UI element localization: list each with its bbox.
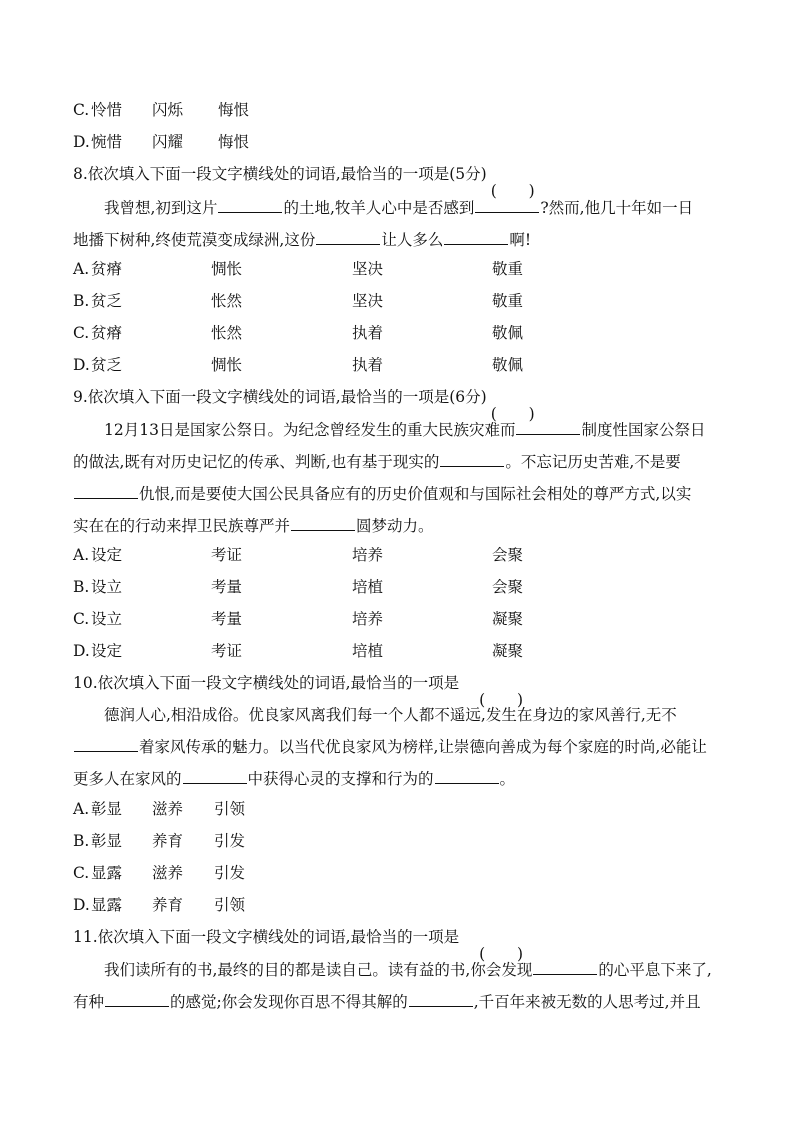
q9-option-b — [0, 575, 794, 599]
fill-blank[interactable] — [475, 197, 539, 213]
q8-option-c — [0, 321, 794, 345]
option-letter: D. — [73, 896, 90, 914]
q8-stem: 8.依次填入下面一段文字横线处的词语,最恰当的一项是(5分) — [73, 165, 487, 183]
option-letter: A. — [73, 800, 90, 818]
option-word: 会聚 — [492, 546, 524, 564]
fill-blank[interactable] — [516, 419, 580, 435]
option-word: 敬佩 — [492, 356, 524, 374]
option-word: 会聚 — [492, 578, 524, 596]
option-word: 引领 — [214, 800, 246, 818]
option-letter: A. — [73, 260, 90, 278]
option-word: 设定 — [91, 546, 123, 564]
option-letter: B. — [73, 292, 90, 310]
option-word: 惋惜 — [91, 133, 123, 151]
option-word: 敬重 — [492, 260, 524, 278]
q7-option-c — [0, 98, 794, 122]
q9-passage-line-1: 12月13日是国家公祭日。为纪念曾经发生的重大民族灾难而 制度性国家公祭日 — [104, 421, 706, 439]
option-word: 培植 — [352, 578, 384, 596]
option-word: 培植 — [352, 642, 384, 660]
option-word: 悔恨 — [218, 101, 250, 119]
fill-blank[interactable] — [409, 991, 473, 1007]
option-word: 惆怅 — [211, 260, 243, 278]
option-word: 养育 — [152, 896, 184, 914]
q8-option-a — [0, 257, 794, 281]
option-word: 敬重 — [492, 292, 524, 310]
option-word: 彰显 — [91, 832, 123, 850]
q10-passage-line-2: 着家风传承的魅力。以当代优良家风为榜样,让崇德向善成为每个家庭的时尚,必能让 — [73, 735, 707, 759]
q10-option-a — [0, 797, 794, 821]
option-word: 执着 — [352, 356, 384, 374]
q7-option-d — [0, 130, 794, 154]
fill-blank[interactable] — [105, 991, 169, 1007]
q10-passage-line-3: 更多人在家风的 中获得心灵的支撑和行为的 。 — [73, 770, 516, 788]
option-letter: D. — [73, 642, 90, 660]
option-word: 设立 — [91, 610, 123, 628]
option-word: 考证 — [211, 642, 243, 660]
option-word: 坚决 — [352, 260, 384, 278]
option-letter: D. — [73, 356, 90, 374]
q11-stem: 11.依次填入下面一段文字横线处的词语,最恰当的一项是 — [73, 928, 460, 946]
q9-option-c — [0, 607, 794, 631]
option-word: 惆怅 — [211, 356, 243, 374]
option-word: 贫瘠 — [91, 260, 123, 278]
option-word: 设定 — [91, 642, 123, 660]
option-word: 滋养 — [152, 800, 184, 818]
option-letter: B. — [73, 578, 90, 596]
q8-option-d — [0, 353, 794, 377]
option-word: 养育 — [152, 832, 184, 850]
q10-option-c — [0, 861, 794, 885]
option-letter: C. — [73, 864, 90, 882]
option-word: 培养 — [352, 546, 384, 564]
option-word: 考量 — [211, 578, 243, 596]
option-word: 贫乏 — [91, 356, 123, 374]
option-letter: B. — [73, 832, 90, 850]
option-word: 显露 — [91, 896, 123, 914]
fill-blank[interactable] — [74, 483, 138, 499]
option-word: 引领 — [214, 896, 246, 914]
option-word: 培养 — [352, 610, 384, 628]
q9-passage-line-2: 的做法,既有对历史记忆的传承、判断,也有基于现实的 。不忘记历史苦难,不是要 — [73, 453, 681, 471]
fill-blank[interactable] — [291, 515, 355, 531]
q9-passage-line-3: 仇恨,而是要使大国公民具备应有的历史价值观和与国际社会相处的尊严方式,以实 — [73, 482, 691, 506]
option-word: 彰显 — [91, 800, 123, 818]
fill-blank[interactable] — [440, 451, 504, 467]
q10-option-b — [0, 829, 794, 853]
q8-passage-line-2: 地播下树种,终使荒漠变成绿洲,这份 让人多么 啊! — [73, 231, 532, 249]
option-word: 怜惜 — [91, 101, 123, 119]
fill-blank[interactable] — [316, 229, 380, 245]
fill-blank[interactable] — [533, 959, 597, 975]
q9-passage-line-4: 实在在的行动来捍卫民族尊严并 圆梦动力。 — [73, 517, 434, 535]
q10-stem: 10.依次填入下面一段文字横线处的词语,最恰当的一项是 — [73, 674, 460, 692]
q11-passage-line-2: 有种 的感觉;你会发现你百思不得其解的 ,千百年来被无数的人思考过,并且 — [73, 993, 701, 1011]
q8-option-b — [0, 289, 794, 313]
option-word: 贫瘠 — [91, 324, 123, 342]
option-word: 凝聚 — [492, 610, 524, 628]
option-word: 闪耀 — [152, 133, 184, 151]
option-word: 考量 — [211, 610, 243, 628]
q9-option-d — [0, 639, 794, 663]
option-word: 显露 — [91, 864, 123, 882]
q9-option-a — [0, 543, 794, 567]
option-word: 怅然 — [211, 324, 243, 342]
option-word: 执着 — [352, 324, 384, 342]
q10-option-d — [0, 893, 794, 917]
q8-passage-line-1: 我曾想,初到这片 的土地,牧羊人心中是否感到 ?然而,他几十年如一日 — [104, 199, 694, 217]
option-letter: D. — [73, 133, 90, 151]
option-word: 贫乏 — [91, 292, 123, 310]
option-letter: A. — [73, 546, 90, 564]
fill-blank[interactable] — [435, 768, 499, 784]
option-letter: C. — [73, 324, 90, 342]
fill-blank[interactable] — [183, 768, 247, 784]
fill-blank[interactable] — [218, 197, 282, 213]
option-word: 考证 — [211, 546, 243, 564]
q9-stem: 9.依次填入下面一段文字横线处的词语,最恰当的一项是(6分) — [73, 388, 487, 406]
fill-blank[interactable] — [74, 736, 138, 752]
option-word: 悔恨 — [218, 133, 250, 151]
option-word: 凝聚 — [492, 642, 524, 660]
option-letter: C. — [73, 610, 90, 628]
option-word: 敬佩 — [492, 324, 524, 342]
option-word: 引发 — [214, 864, 246, 882]
option-word: 滋养 — [152, 864, 184, 882]
q11-passage-line-1: 我们读所有的书,最终的目的都是读自己。读有益的书,你会发现 的心平息下来了, — [104, 961, 712, 979]
option-word: 坚决 — [352, 292, 384, 310]
option-word: 引发 — [214, 832, 246, 850]
q10-passage-line-1: 德润人心,相沿成俗。优良家风离我们每一个人都不遥远,发生在身边的家风善行,无不 — [104, 706, 677, 724]
fill-blank[interactable] — [444, 229, 508, 245]
option-letter: C. — [73, 101, 90, 119]
option-word: 怅然 — [211, 292, 243, 310]
option-word: 设立 — [91, 578, 123, 596]
option-word: 闪烁 — [152, 101, 184, 119]
